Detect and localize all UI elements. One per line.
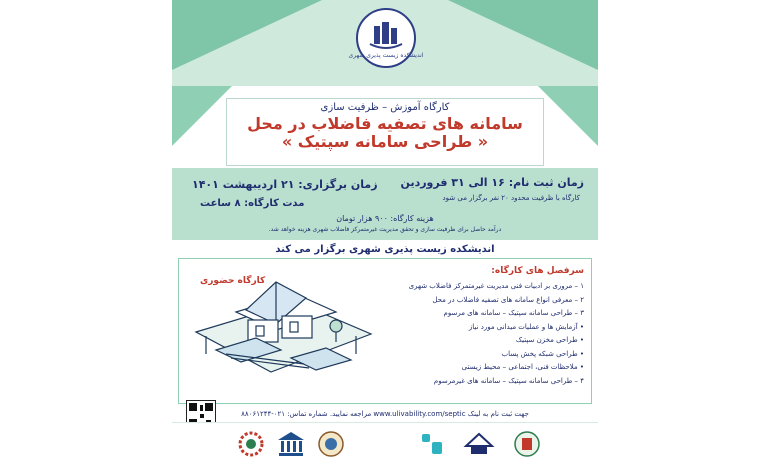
registration-period: زمان ثبت نام: ۱۶ الی ۳۱ فروردین [400,176,584,189]
registration-link-line[interactable]: جهت ثبت نام به لینک www.ulivability.com/septic مراجعه نمایید. شماره تماس: ۰۲۱-۸۸۰۶۱۲۴۴ [241,410,529,418]
title-box [226,98,544,166]
workshop-fee: هزینه کارگاه: ۹۰۰ هزار تومان [336,214,434,223]
partner-logo-gear-icon [234,430,268,458]
workshop-poster [172,0,598,470]
list-item: • طراحی شبکه پخش پساب [501,349,584,358]
list-item: • طراحی مخزن سپتیک [515,336,584,344]
workshop-date: زمان برگزاری: ۲۱ اردیبهشت ۱۴۰۱ [192,178,378,191]
list-item: ۱ – مروری بر ادبیات فنی مدیریت غیرمتمرکز فاضلاب شهری [408,282,584,290]
fee-note: درآمد حاصل برای ظرفیت سازی و تحقق مدیریت غیرمتمرکز فاضلاب شهری هزینه خواهد شد. [268,226,502,233]
list-item: ۲ – معرفی انواع سامانه های تصفیه فاضلاب در محل [432,295,584,304]
unesco-logo-icon [276,430,306,458]
page-subtitle: « طراحی سامانه سپتیک » [281,132,489,151]
list-item: ۴ – طراحی سامانه سپتیک – سامانه های غیرمرسوم [433,376,584,385]
building-logo-icon [368,18,404,52]
list-item: ۳ – طراحی سامانه سپتیک – سامانه های مرسوم [443,309,584,317]
capacity-note: کارگاه با ظرفیت محدود ۲۰ نفر برگزار می شود [442,194,580,202]
decor-triangle [538,86,598,146]
page-title: سامانه های تصفیه فاضلاب در محل [247,114,523,133]
partner-logo-icon [418,430,446,458]
partner-house-logo-icon [462,430,496,458]
ministry-logo-icon [510,430,544,458]
septic-house-illustration [186,272,376,396]
in-person-badge: کارگاه حضوری [200,276,266,286]
decor-triangle [448,0,598,70]
decor-triangle [172,86,232,146]
topics-heading: سرفصل های کارگاه: [491,266,584,276]
topics-list [364,280,584,388]
decor-triangle [172,0,322,70]
partner-seal-icon [316,430,346,458]
organizer-line: اندیشکده زیست پذیری شهری برگزار می کند [275,244,495,255]
logo-caption: اندیشکده زیست پذیری شهری [348,52,424,59]
title-kicker: کارگاه آموزش – ظرفیت سازی [320,102,450,113]
list-item: • آزمایش ها و عملیات میدانی مورد نیاز [468,322,584,331]
list-item: • ملاحظات فنی، اجتماعی – محیط زیستی [461,363,584,371]
organization-logo [356,8,416,68]
workshop-duration: مدت کارگاه: ۸ ساعت [200,198,305,209]
